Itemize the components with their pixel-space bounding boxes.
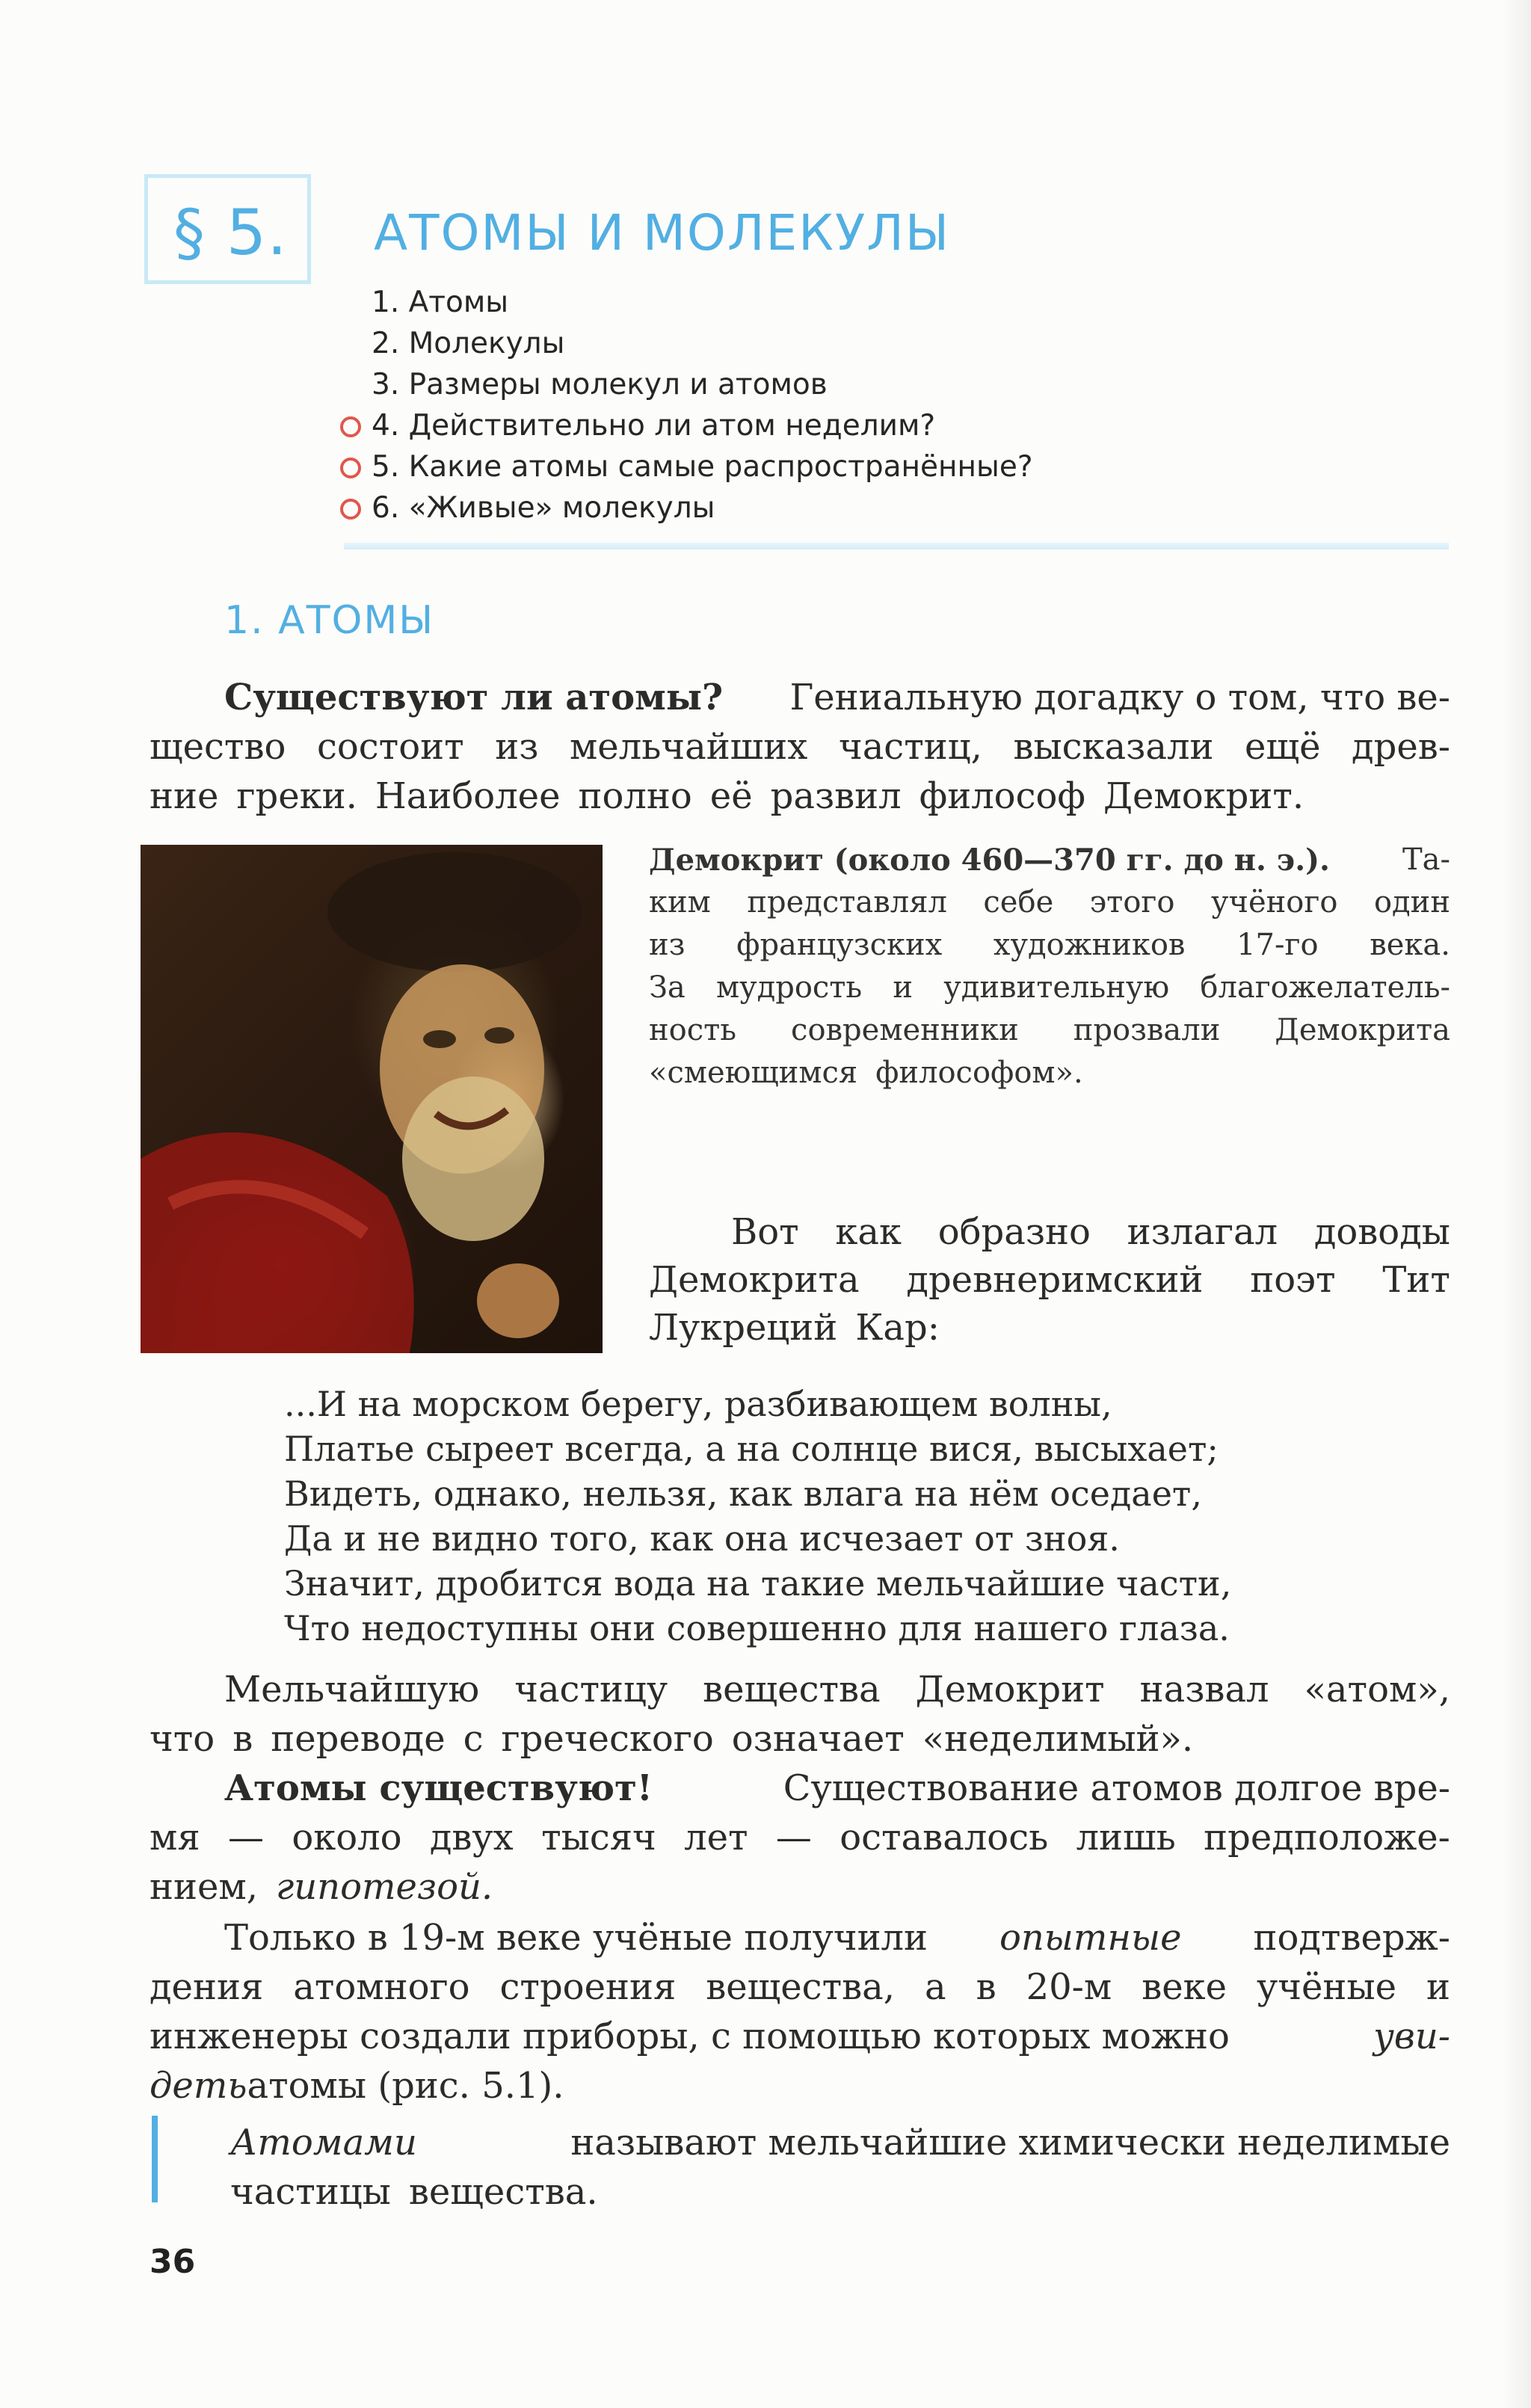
text-line: дения атомного строения вещества, а в 20-м веке учёные и bbox=[150, 1966, 1450, 2008]
caption-line bbox=[649, 843, 1450, 885]
poem-line: ...И на морском берегу, разбивающем волны, bbox=[284, 1384, 1112, 1424]
text-fragment: называют мельчайшие химически неделимые bbox=[570, 2122, 1450, 2164]
subsection-title: 1. АТОМЫ bbox=[224, 598, 435, 643]
democritus-portrait bbox=[141, 845, 603, 1353]
text-fragment: подтверж- bbox=[1253, 1917, 1450, 1959]
definition-term: Атомами bbox=[230, 2122, 417, 2164]
toc-item-sizes bbox=[340, 368, 1162, 409]
caption-lead: Демокрит (около 460—370 гг. до н. э.). bbox=[649, 843, 1330, 878]
poem-line: Что недоступны они совершенно для нашего глаза. bbox=[284, 1608, 1230, 1648]
toc-item-molecules bbox=[340, 327, 1162, 368]
italic-term: опытные bbox=[999, 1917, 1182, 1959]
text-line bbox=[150, 2065, 1450, 2107]
lucretius-poem bbox=[284, 1384, 1231, 1653]
toc-item-label: 3. Размеры молекул и атомов bbox=[372, 368, 828, 401]
optional-circle-icon bbox=[340, 458, 361, 478]
text-line: Вот как образно излагал доводы bbox=[731, 1211, 1450, 1253]
text-line: Демокрита древнеримский поэт Тит bbox=[649, 1259, 1450, 1301]
text-fragment: нием, bbox=[150, 1866, 258, 1908]
text-line bbox=[150, 2016, 1450, 2057]
text-line: щество состоит из мельчайших частиц, высказали ещё древ- bbox=[150, 726, 1450, 768]
text-line: что в переводе с греческого означает «неделимый». bbox=[150, 1718, 1194, 1760]
text-fragment: инженеры создали приборы, с помощью которых можно bbox=[150, 2016, 1230, 2057]
optional-circle-icon bbox=[340, 499, 361, 520]
caption-line: из французских художников 17-го века. bbox=[649, 928, 1450, 962]
portrait-caption bbox=[649, 843, 1450, 1098]
caption-line: «смеющимся философом». bbox=[649, 1056, 1083, 1090]
chapter-title: АТОМЫ И МОЛЕКУЛЫ bbox=[374, 204, 951, 262]
toc-item-label: 2. Молекулы bbox=[372, 327, 565, 360]
header-divider bbox=[344, 543, 1449, 549]
toc-item-living-molecules bbox=[340, 491, 1162, 532]
portrait-image bbox=[141, 845, 603, 1353]
poem-line: Да и не видно того, как она исчезает от зноя. bbox=[284, 1518, 1120, 1559]
text-fragment: Существование атомов долгое вре- bbox=[783, 1767, 1450, 1809]
toc-item-indivisible bbox=[340, 409, 1162, 450]
definition-marker-bar bbox=[152, 2116, 158, 2202]
caption-line: ким представлял себе этого учёного один bbox=[649, 885, 1450, 920]
italic-term: уви- bbox=[1373, 2016, 1450, 2057]
text-line bbox=[224, 1767, 1450, 1809]
text-line bbox=[224, 1917, 1450, 1959]
optional-circle-icon bbox=[340, 416, 361, 437]
bold-lead: Атомы существуют! bbox=[224, 1767, 653, 1809]
poem-line: Значит, дробится вода на такие мельчайшие части, bbox=[284, 1563, 1232, 1604]
toc-item-common-atoms bbox=[340, 450, 1162, 491]
section-number: § 5. bbox=[173, 196, 288, 269]
toc-item-label: 1. Атомы bbox=[372, 286, 509, 319]
italic-term: гипотезой. bbox=[275, 1866, 493, 1908]
text-fragment: Гениальную догадку о том, что ве- bbox=[789, 677, 1450, 718]
poem-intro bbox=[649, 1211, 1450, 1355]
text-line bbox=[224, 677, 1450, 718]
text-fragment: Только в 19-м веке учёные получили bbox=[224, 1917, 928, 1959]
italic-term: деть bbox=[150, 2065, 247, 2107]
page-number: 36 bbox=[150, 2243, 196, 2281]
text-line bbox=[230, 2122, 1450, 2164]
toc-item-atoms bbox=[340, 286, 1162, 327]
section-contents bbox=[340, 286, 1162, 532]
text-fragment: атомы (рис. 5.1). bbox=[247, 2065, 564, 2107]
toc-item-label: 5. Какие атомы самые распространённые? bbox=[372, 450, 1033, 484]
text-line: мя — около двух тысяч лет — оставалось лишь предположе- bbox=[150, 1817, 1450, 1859]
text-line: Лукреций Кар: bbox=[649, 1307, 940, 1349]
poem-line: Видеть, однако, нельзя, как влага на нём оседает, bbox=[284, 1474, 1202, 1514]
text-fragment: Та- bbox=[1402, 843, 1450, 877]
caption-line: ность современники прозвали Демокрита bbox=[649, 1013, 1450, 1047]
text-line: частицы вещества. bbox=[230, 2171, 598, 2213]
toc-item-label: 6. «Живые» молекулы bbox=[372, 491, 715, 525]
text-line bbox=[150, 1866, 1450, 1908]
toc-item-label: 4. Действительно ли атом неделим? bbox=[372, 409, 936, 443]
page-edge-shadow bbox=[1501, 0, 1531, 2408]
text-line: ние греки. Наиболее полно её развил философ Демокрит. bbox=[150, 775, 1304, 817]
text-line: Мельчайшую частицу вещества Демокрит назвал «атом», bbox=[224, 1669, 1450, 1710]
poem-line: Платье сыреет всегда, а на солнце вися, высыхает; bbox=[284, 1429, 1219, 1469]
caption-line: За мудрость и удивительную благожелатель- bbox=[649, 970, 1450, 1005]
bold-lead: Существуют ли атомы? bbox=[224, 677, 724, 718]
